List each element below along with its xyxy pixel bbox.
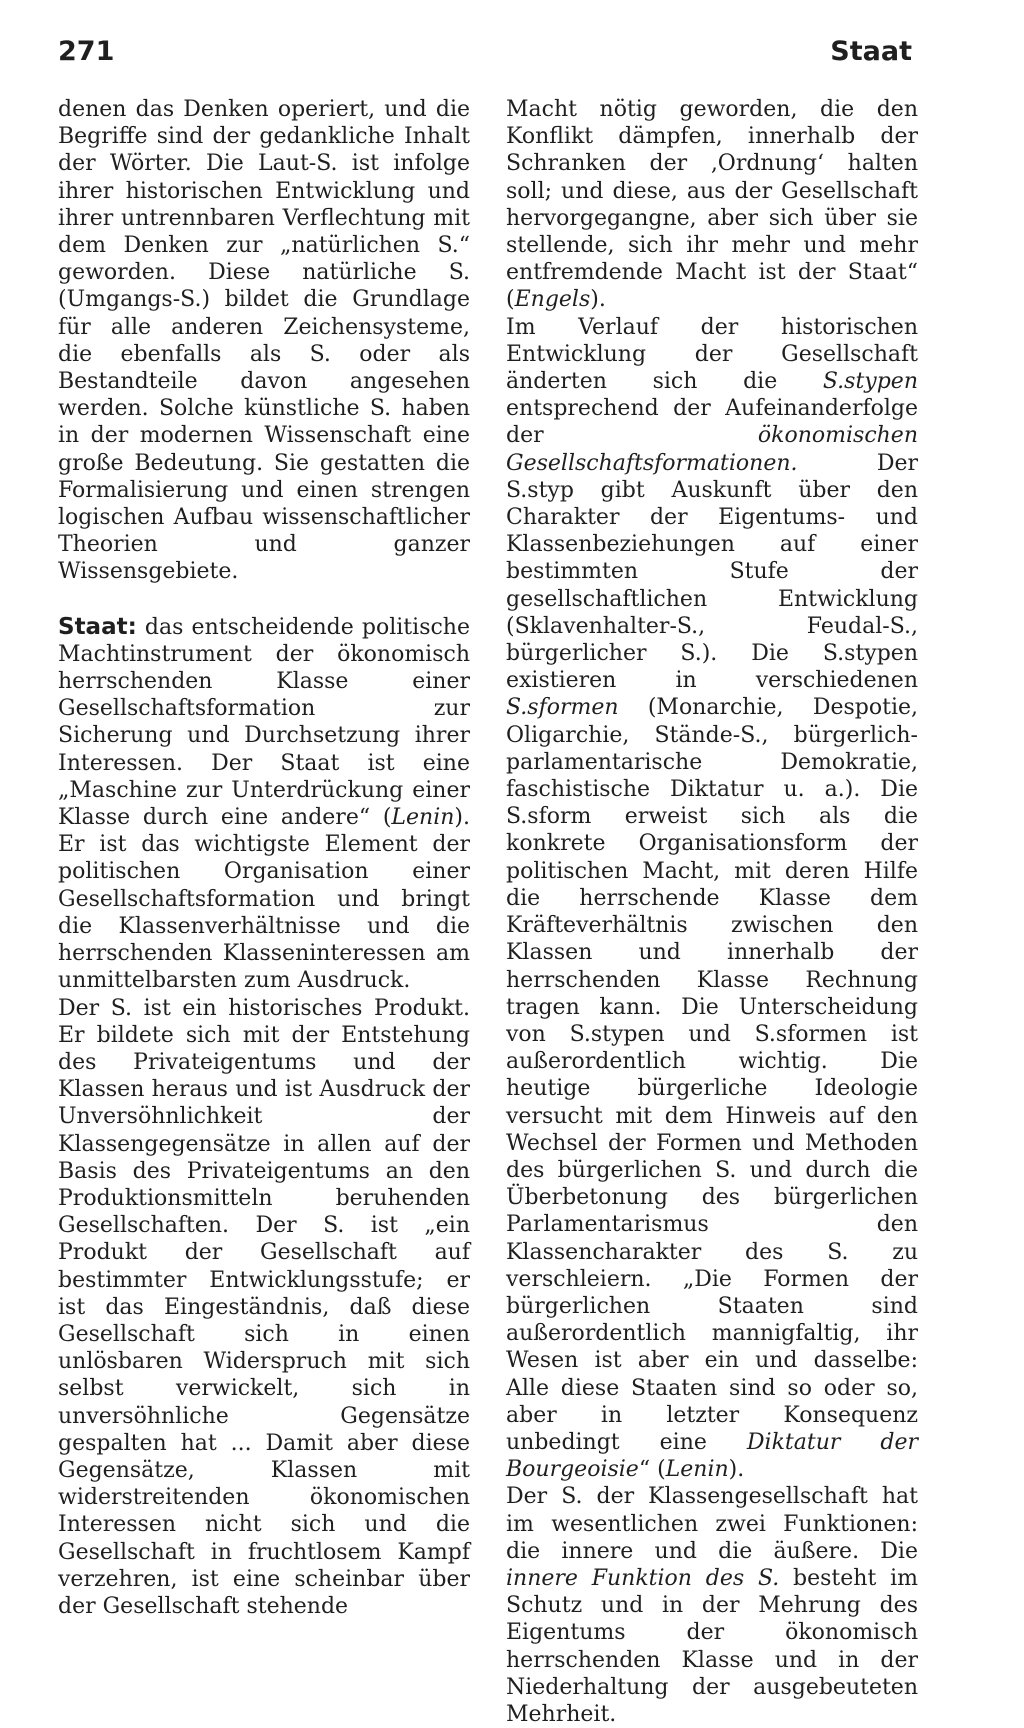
paragraph-text: Der S. der Klassengesellschaft hat im wesentlichen zwei Funktionen: die innere und die äußere. Die	[506, 1484, 918, 1564]
term-innere-funktion: innere Funktion des S.	[506, 1565, 780, 1591]
entry-headword: Staat:	[58, 613, 137, 640]
page-number: 271	[58, 36, 115, 67]
term-stypen: S.stypen	[822, 369, 918, 395]
entry-text: ). Er ist das wichtigste Element der politischen Organisation einer Gesellschaftsformation und bringt die Klassenverhältnisse und die herrschenden Klasseninteressen am unmittelbarsten zum Ausdruck.	[58, 805, 470, 994]
entry-text: das entscheidende politische Machtinstrument der ökonomisch herrschenden Klasse einer Gesellschaftsformation zur Sicherung und Durchsetzung ihrer Interessen. Der Staat ist eine „Maschine zur Unterdrückung einer Klasse durch eine andere“ (	[58, 614, 470, 831]
paragraph-text: “ (	[638, 1457, 666, 1483]
left-column	[58, 96, 470, 1620]
paragraph	[506, 314, 918, 1484]
paragraph	[506, 1483, 918, 1728]
right-column	[506, 96, 918, 1728]
paragraph-text: Der S.styp gibt Auskunft über den Charakter der Eigentums- und Klassenbeziehungen auf einer bestimmten Stufe der gesellschaftlichen Entwicklung (Sklavenhalter-S., Feudal-S., bürgerlicher S.). Die S.stypen existieren in verschiedenen	[506, 450, 918, 694]
paragraph: denen das Denken operiert, und die Begriffe sind der gedankliche Inhalt der Wörter. Die Laut-S. ist infolge ihrer historischen Entwicklung und ihrer untrennbaren Verflechtung mit dem Denken zur „natürlichen S.“ geworden. Diese natürliche S. (Umgangs-S.) bildet die Grundlage für alle anderen Zeichensysteme, die ebenfalls als S. oder als Bestandteile davon angesehen werden. Solche künstliche S. haben in der modernen Wissenschaft eine große Bedeutung. Sie gestatten die Formalisierung und einen strengen logischen Aufbau wissenschaftlicher Theorien und ganzer Wissensgebiete.	[58, 97, 470, 585]
term-diktatur: Diktatur der Bourgeoisie	[506, 1429, 918, 1483]
dictionary-entry-staat	[58, 614, 470, 995]
citation-author: Lenin	[391, 805, 455, 831]
paragraph-text: besteht im Schutz und in der Mehrung des Eigentums der ökonomisch herrschenden Klasse und in der Niederhaltung der ausgebeuteten Mehrheit.	[506, 1565, 918, 1727]
paragraph-text: entsprechend der Aufeinanderfolge der	[506, 396, 918, 449]
term-sformen: S.sformen	[506, 695, 619, 721]
paragraph-text: Macht nötig geworden, die den Konflikt dämpfen, innerhalb der Schranken der ‚Ordnung‘ halten soll; und diese, aus der Gesellschaft hervorgegangne, aber sich über sie stellende, sich ihr mehr und mehr entfremdende Macht ist der Staat“ (	[506, 97, 918, 313]
citation-author: Lenin	[665, 1457, 729, 1483]
paragraph-text: ).	[728, 1457, 745, 1483]
running-head: Staat	[830, 36, 912, 67]
citation-author: Engels	[514, 287, 591, 313]
term-gesellschaftsformationen: ökonomischen Gesellschaftsformationen.	[506, 423, 918, 476]
paragraph-text: (Monarchie, Despotie, Oligarchie, Stände-S., bürgerlich-parlamentarische Demokratie, faschistische Diktatur u. a.). Die S.sform erweist sich als die konkrete Organisationsform der politischen Macht, mit deren Hilfe die herrschende Klasse dem Kräfteverhältnis zwischen den Klassen und innerhalb der herrschenden Klasse Rechnung tragen kann. Die Unterscheidung von S.stypen und S.sformen ist außerordentlich wichtig. Die heutige bürgerliche Ideologie versucht mit dem Hinweis auf den Wechsel der Formen und Methoden des bürgerlichen S. und durch die Überbetonung des bürgerlichen Parlamentarismus den Klassencharakter des S. zu verschleiern. „Die Formen der bürgerlichen Staaten sind außerordentlich mannigfaltig, ihr Wesen ist aber ein und dasselbe: Alle diese Staaten sind so oder so, aber in letzter Konsequenz unbedingt eine	[506, 695, 918, 1455]
paragraph	[506, 96, 918, 314]
paragraph-text: ).	[590, 287, 606, 313]
paragraph: Der S. ist ein historisches Produkt. Er bildete sich mit der Entstehung des Privateigentums und der Klassen heraus und ist Ausdruck der Unversöhnlichkeit der Klassengegensätze in allen auf der Basis des Privateigentums an den Produktionsmitteln beruhenden Gesellschaften. Der S. ist „ein Produkt der Gesellschaft auf bestimmter Entwicklungsstufe; er ist das Eingeständnis, daß diese Gesellschaft sich in einen unlösbaren Widerspruch mit sich selbst verwickelt, sich in unversöhnliche Gegensätze gespalten hat ... Damit aber diese Gegensätze, Klassen mit widerstreitenden ökonomischen Interessen nicht sich und die Gesellschaft in fruchtlosem Kampf verzehren, ist eine scheinbar über der Gesellschaft stehende	[58, 995, 470, 1619]
paragraph-text: Im Verlauf der historischen Entwicklung der Gesellschaft änderten sich die	[506, 314, 918, 395]
